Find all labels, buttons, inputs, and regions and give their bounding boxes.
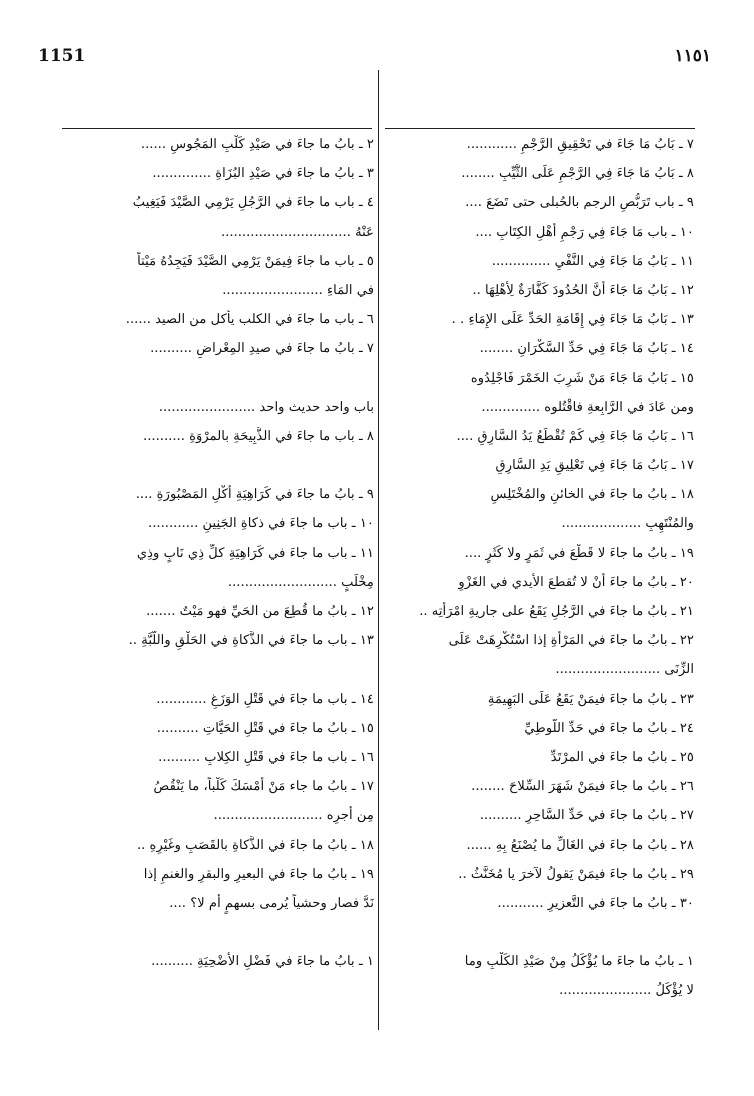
- toc-entry: ٥ ـ باب ما جاءَ فِيمَنْ يَرْمِي الصَّيْدَ فَيَجِدُهُ مَيْتاً: [137, 253, 374, 269]
- toc-entry: ٦ ـ باب ما جاءَ في الكلب يأكل من الصيد ......: [125, 312, 374, 328]
- toc-entry: نَدَّ فصار وحشياً يُرمى بسهمٍ أم لا؟ ....: [169, 895, 374, 911]
- section-gap: [62, 660, 374, 689]
- toc-entry: ١٧ ـ بَابُ مَا جَاءَ فِي تَعْلِيقِ يَدِ السَّارِقِ: [495, 458, 694, 474]
- toc-entry: ٩ ـ باب تَرَبُّصِ الرجم بالحُبلى حتى تَضَعَ ....: [465, 195, 694, 211]
- column-divider: [378, 70, 379, 1030]
- toc-entry: عَنْهُ ...............................: [220, 224, 374, 240]
- toc-entry: ١٦ ـ بَابُ مَا جَاءَ فِي كَمْ تُقْطَعُ يَدُ السَّارِقِ ....: [456, 428, 694, 444]
- toc-entry: ١ ـ بابُ ما جاءَ ما يُؤْكَلُ مِنْ صَيْدِ الكَلْبِ وما: [464, 954, 694, 970]
- toc-entry: ١٠ ـ باب مَا جَاءَ فِي رَجْمِ أَهْلِ الكِتَابِ ....: [475, 224, 694, 240]
- toc-entry: ٢٧ ـ بابُ ما جاءَ في حَدِّ السَّاحِرِ ..........: [479, 808, 694, 824]
- toc-entry: ١٦ ـ باب ما جاءَ في قَتْلِ الكِلابِ ..........: [158, 749, 374, 765]
- toc-entry: ١٧ ـ بابُ ما جاء مَنْ أَمْسَكَ كَلْباً، ما يَنْقُصُ: [153, 779, 374, 795]
- toc-entry: ٩ ـ بابُ ما جاءَ في كَرَاهِيَةِ أَكْلِ المَصْبُورَةِ ....: [135, 487, 374, 503]
- toc-entry: الزِّنَى .........................: [555, 662, 694, 678]
- toc-entry: ١ ـ بابُ ما جاءَ في فَضْلِ الأُضْحِيَةِ ..........: [151, 954, 374, 970]
- section-gap: [384, 923, 694, 952]
- toc-entry: ١٥ ـ بابُ ما جاءَ في قَتْلِ الحَيَّاتِ ..........: [156, 720, 374, 736]
- section-gap: [62, 923, 374, 952]
- toc-entry: ١١ ـ بَابُ مَا جَاءَ فِي النَّفْيِ ..............: [491, 253, 694, 269]
- toc-entry: ومن عَادَ في الرَّابِعةِ فاقْتُلوه ..............: [481, 399, 694, 415]
- toc-entry: مِن أجرِه ..........................: [213, 808, 374, 824]
- toc-entry: ٨ ـ باب ما جاءَ في الذَّبِيحَةِ بالمرْوَةِ ..........: [143, 428, 374, 444]
- toc-entry: ١٠ ـ باب ما جاءَ في ذكاةِ الجَنِينِ ............: [148, 516, 374, 532]
- toc-entry: ٢٥ ـ بابُ ما جاءَ في المرْتَدِّ: [550, 749, 694, 765]
- toc-entry: ٢٠ ـ بابُ ما جاءَ أَنْ لا تُقطعَ الأيدي في الغَزْوِ: [458, 574, 694, 590]
- page-number-latin: 1151: [38, 46, 86, 66]
- toc-column-left: [62, 135, 374, 981]
- toc-entry: ١٤ ـ باب ما جاءَ في قَتْلِ الوَزَغِ ............: [156, 691, 374, 707]
- toc-entry: باب واحد حديث واحد .......................: [158, 399, 374, 415]
- section-gap: [62, 456, 374, 485]
- section-gap: [62, 369, 374, 398]
- toc-entry: ١٩ ـ بابُ ما جاءَ لا قَطْعَ في ثَمَرٍ ولا كَثَرٍ ....: [464, 545, 694, 561]
- toc-entry: ٢٩ ـ بابُ ما جاءَ فيمَنْ يَقولُ لآخرَ يا مُخَنَّثُ ..: [458, 866, 694, 882]
- toc-entry: ١٤ ـ بَابُ مَا جَاءَ فِي حَدِّ السَّكْرَانِ ........: [479, 341, 694, 357]
- toc-entry: ٢ ـ بابُ ما جاءَ في صَيْدِ كَلْبِ المَجُوسِ ......: [140, 137, 374, 152]
- toc-entry: والمُنْتَهِبِ ...................: [561, 516, 694, 532]
- header-rule-right: [385, 128, 695, 129]
- toc-entry: ٢٦ ـ بابُ ما جاءَ فيمَنْ شَهَرَ السِّلاحَ ........: [471, 779, 694, 795]
- toc-entry: ٢٨ ـ بابُ ما جاءَ في الغَالِّ ما يُصْنَعُ بِهِ ......: [466, 837, 694, 853]
- toc-entry: ٤ ـ باب ما جاءَ في الرَّجُلِ يَرْمِي الصَّيْدَ فَيَغِيبُ: [132, 195, 374, 211]
- toc-entry: ٢١ ـ بابُ ما جاءَ في الرَّجُلِ يَقَعُ على جاريةِ امْرَأَتِه ..: [419, 604, 694, 619]
- toc-entry: ٣٠ ـ بابُ ما جاءَ في التَّعزيرِ ...........: [497, 895, 694, 911]
- toc-entry: مِخْلَبٍ ..........................: [227, 574, 374, 590]
- toc-entry: ٢٣ ـ بابُ ما جاءَ فيمَنْ يَقَعُ عَلَى البَهِيمَةِ: [487, 691, 694, 707]
- toc-entry: ١٣ ـ باب ما جاءَ في الذَّكاةِ في الحَلْقِ واللَّبَّةِ ..: [128, 633, 374, 649]
- toc-column-right: [384, 135, 694, 1011]
- toc-entry: ١١ ـ باب ما جاءَ في كَرَاهِيَةِ كلِّ ذِي نَابٍ وذِي: [136, 545, 374, 561]
- page-number-arabic: ١١٥١: [674, 46, 711, 66]
- toc-entry: ١٩ ـ بابُ ما جاءَ في البعيرِ والبقرِ والغنمِ إذا: [143, 866, 374, 882]
- toc-entry: ٧ ـ بابُ ما جاءَ في صيدِ المِعْراضِ ..........: [150, 341, 374, 357]
- toc-entry: ١٢ ـ بابُ ما قُطِعَ من الحَيِّ فهو مَيْتٌ .......: [146, 604, 374, 619]
- toc-entry: لا يُؤْكَلُ ......................: [559, 983, 694, 999]
- toc-entry: ١٨ ـ بابُ ما جاءَ في الخائنِ والمُخْتَلِسِ: [490, 487, 694, 503]
- toc-entry: ١٢ ـ بَابُ مَا جَاءَ أَنَّ الحُدُودَ كَفَّارَةٌ لِأَهْلِهَا ..: [472, 282, 694, 298]
- toc-entry: ٧ ـ بَابُ مَا جَاءَ في تَحْقِيقِ الرَّجْمِ ............: [466, 137, 694, 152]
- header-rule-left: [62, 128, 372, 129]
- toc-entry: ٣ ـ بابُ ما جاءَ في صَيْدِ البُزَاةِ ..............: [152, 166, 374, 182]
- toc-entry: ١٨ ـ بابُ ما جاءَ في الذَّكاةِ بالقَصَبِ وغَيْرِهِ ..: [136, 837, 374, 853]
- toc-entry: ١٥ ـ بَابُ مَا جَاءَ مَنْ شَرِبَ الخَمْرَ فَاجْلِدُوه: [470, 370, 694, 386]
- toc-entry: ١٣ ـ بَابُ مَا جَاءَ فِي إِقَامَةِ الحَدِّ عَلَى الإِمَاءِ . .: [451, 312, 694, 328]
- toc-entry: ٢٢ ـ بابُ ما جاءَ في المَرْأَةِ إذا اسْتُكْرِهَتْ عَلَى: [448, 633, 694, 649]
- toc-entry: ٢٤ ـ بابُ ما جاءَ في حَدِّ اللُّوطِيِّ: [524, 720, 694, 736]
- toc-entry: ٨ ـ بَابُ مَا جَاءَ فِي الرَّجْمِ عَلَى الثَّيِّبِ ........: [461, 166, 694, 182]
- toc-entry: في المَاءِ ........................: [222, 282, 374, 298]
